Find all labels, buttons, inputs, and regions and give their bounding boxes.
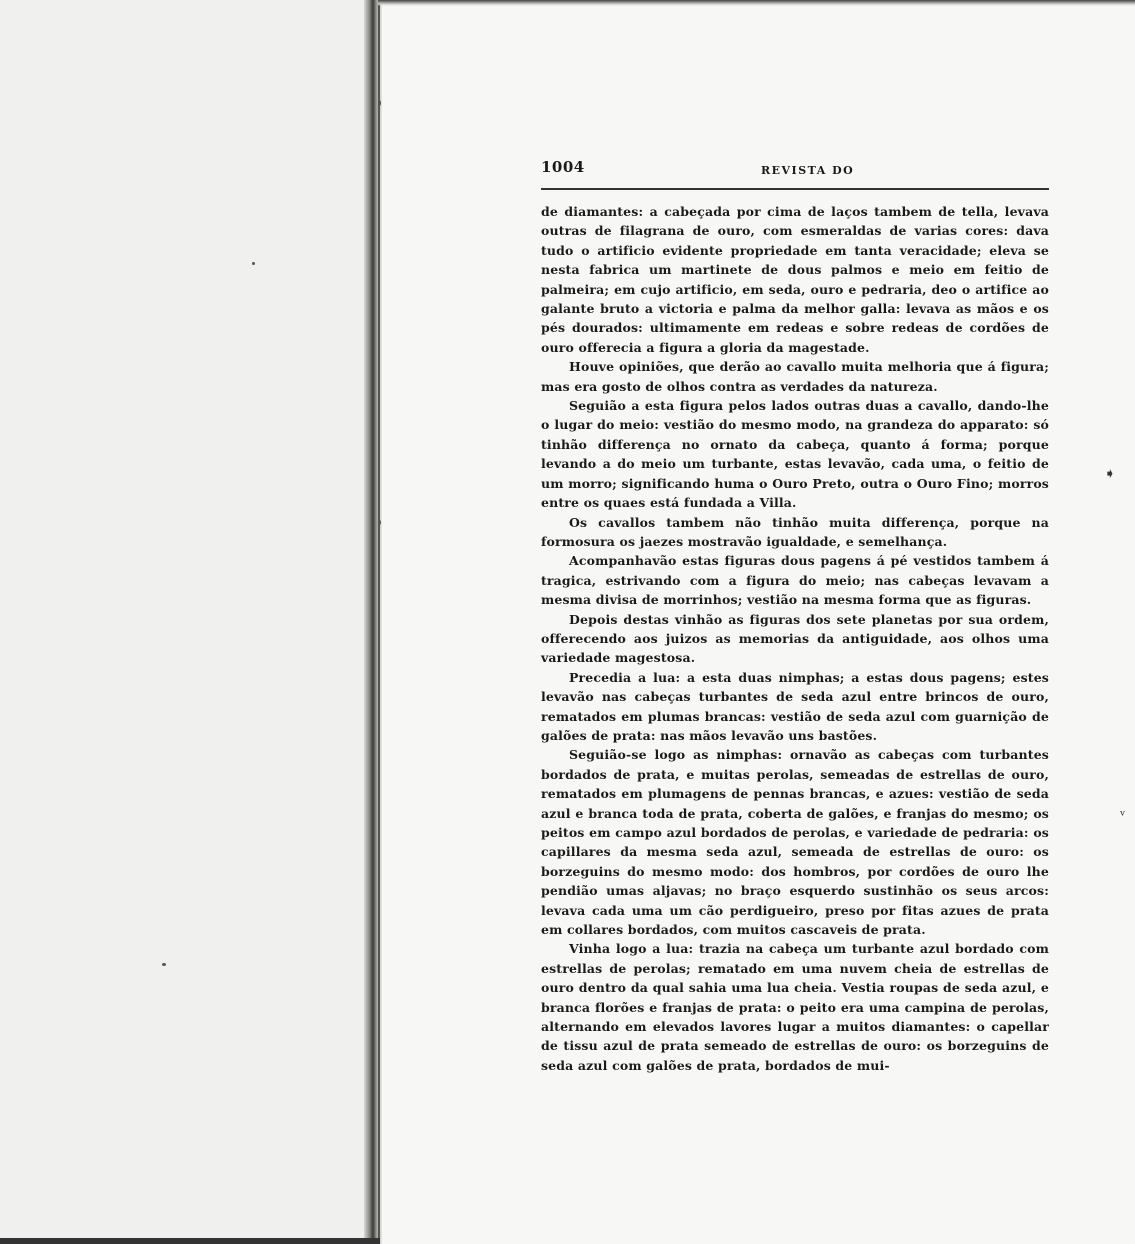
paper-speck xyxy=(252,262,255,265)
left-page-margin xyxy=(0,0,368,1244)
paragraph: Seguião a esta figura pelos lados outras duas a cavallo, dando-lhe o lugar do meio: vestião do mesmo modo, na grandeza do apparato: só tinhão differença no ornato da cabeça, quanto á forma; porque levando a do meio um turbante, estas levavão, cada uma, o feitio de um morro; significando huma o Ouro Preto, outra o Ouro Fino; morros entre os quaes está fundada a Villa. xyxy=(541,398,1049,511)
page-header xyxy=(541,158,1049,186)
page-body xyxy=(541,202,1049,1075)
paragraph: Os cavallos tambem não tinhão muita differença, porque na formosura os jaezes mostravão igualdade, e semelhança. xyxy=(541,514,1049,549)
running-title: REVISTA DO xyxy=(761,164,855,177)
paper-speck xyxy=(378,520,381,525)
spine-line xyxy=(378,0,380,1244)
margin-v-mark: ᵛ xyxy=(1120,808,1126,824)
paper-speck xyxy=(378,100,381,106)
paragraph: Vinha logo a lua: trazia na cabeça um turbante azul bordado com estrellas de perolas; rematado em uma nuvem cheia de estrellas de ouro dentro da qual sahia uma lua cheia. Vestia roupas de seda azul, e branca florões e franjas de prata: o peito era uma campina de perolas, alternando em elevados lavores lugar a muitos diamantes: o capellar de tissu azul de prata semeado de estrellas de ouro: os borzeguins de seda azul com galões de prata, bordados de mui- xyxy=(541,941,1049,1073)
paragraph: Houve opiniões, que derão ao cavallo muita melhoria que á figura; mas era gosto de olhos contra as verdades da natureza. xyxy=(541,359,1049,394)
paragraph: de diamantes: a cabeçada por cima de laços tambem de tella, levava outras de filagrana de ouro, com esmeraldas de varias cores: dava tudo o artificio evidente propriedade em tanta veracidade; eleva se nesta fabrica um martinete de dous palmos e meio em feitio de palmeira; em cujo artificio, em seda, ouro e pedraria, deo o artifice ao galante bruto a victoria e palma da melhor galla: levava as mãos e os pés dourados: ultimamente em redeas e sobre redeas de cordões de ouro offerecia a figura a gloria da magestade. xyxy=(541,204,1049,355)
paragraph: Precedia a lua: a esta duas nimphas; a estas dous pagens; estes levavão nas cabeças turbantes de seda azul entre brincos de ouro, rematados em plumas brancas: vestião de seda azul com guarnição de galões de prata: nas mãos levavão uns bastões. xyxy=(541,669,1049,743)
paragraph: Seguião-se logo as nimphas: ornavão as cabeças com turbantes bordados de prata, e muitas perolas, semeadas de estrellas de ouro, rematados em plumagens de pennas brancas, e azues: vestião de seda azul e branca toda de prata, coberta de galões, e franjas do mesmo; os peitos em campo azul bordados de perolas, e variedade de pedraria: os capillares da mesma seda azul, semeada de estrellas de ouro: os borzeguins do mesmo modo: dos hombros, por cordões de ouro lhe pendião umas aljavas; no braço esquerdo sustinhão os seus arcos: levava cada uma um cão perdigueiro, preso por fitas azues de prata em collares bordados, com muitos cascaveis de prata. xyxy=(541,747,1049,938)
header-rule xyxy=(541,188,1049,190)
paper-speck xyxy=(162,963,166,966)
margin-arrow-mark: ➧ xyxy=(1104,466,1116,482)
page-number: 1004 xyxy=(541,158,585,176)
top-page-edge xyxy=(378,0,1135,6)
paragraph: Acompanhavão estas figuras dous pagens á pé vestidos tambem á tragica, estrivando com a figura do meio; nas cabeças levavam a mesma divisa de morrinhos; vestião na mesma forma que as figuras. xyxy=(541,553,1049,608)
bottom-page-edge xyxy=(0,1238,380,1244)
paragraph: Depois destas vinhão as figuras dos sete planetas por sua ordem, offerecendo aos juizos as memorias da antiguidade, aos olhos uma variedade magestosa. xyxy=(541,611,1049,666)
